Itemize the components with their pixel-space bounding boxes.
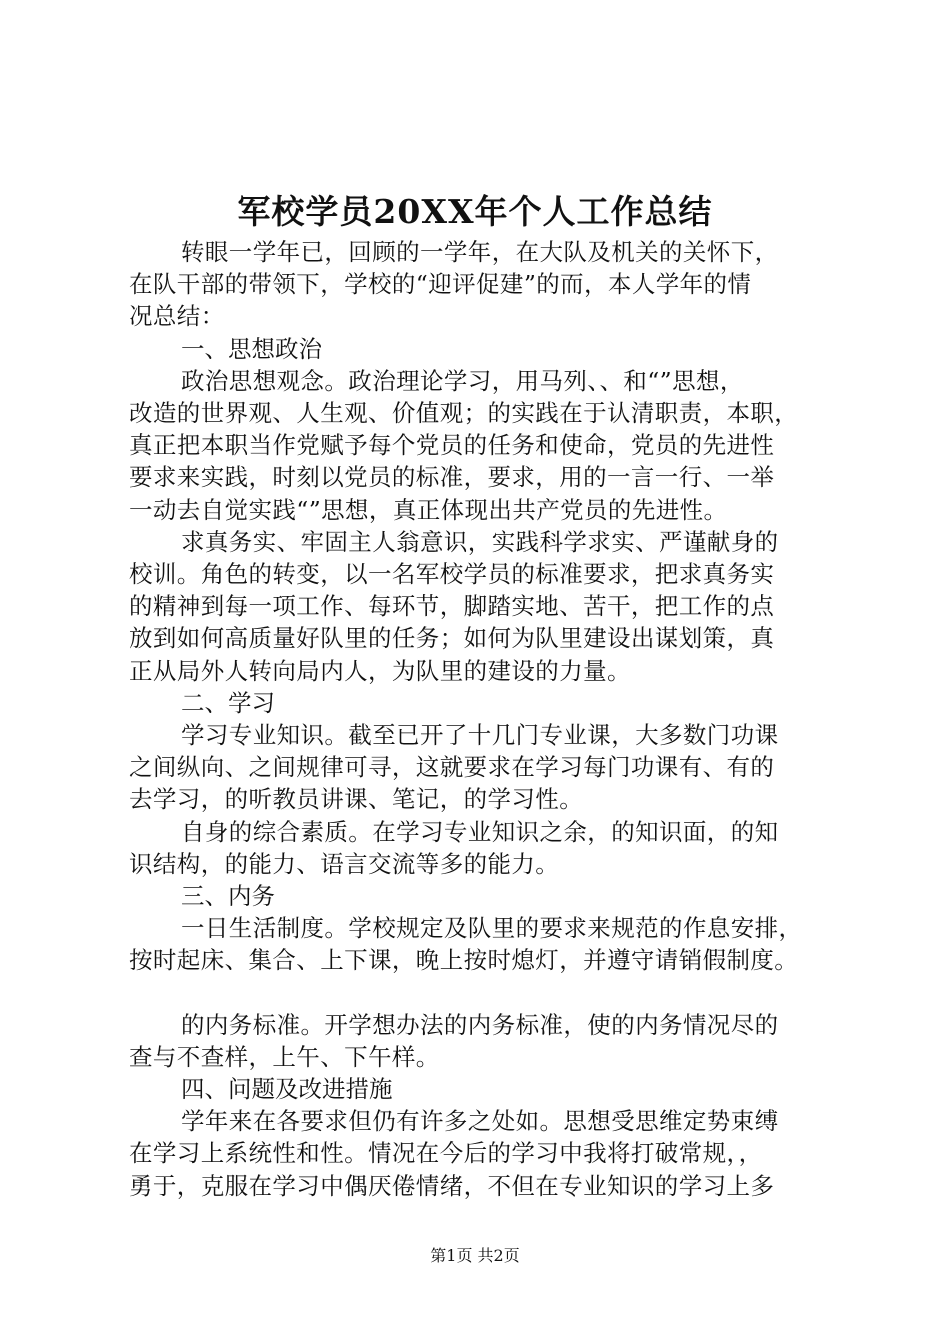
text-line: 校训。角色的转变，以一名军校学员的标准要求，把求真务实 (129, 560, 775, 589)
text-line: 的内务标准。开学想办法的内务标准，使的内务情况尽的 (181, 1010, 779, 1039)
text-line: 改造的世界观、人生观、价值观；的实践在于认清职责，本职， (129, 399, 799, 428)
document-body (129, 236, 859, 1202)
intro-paragraph (129, 236, 859, 333)
text-line: 正从局外人转向局内人，为队里的建设的力量。 (129, 656, 631, 685)
page-number-footer: 第1页 共2页 (430, 1246, 520, 1265)
text-line: 求真务实、牢固主人翁意识，实践科学求实、严谨献身的 (181, 527, 779, 556)
text-line: 在学习上系统性和性。情况在今后的学习中我将打破常规，， (129, 1139, 763, 1168)
text-line: 之间纵向、之间规律可寻，这就要求在学习每门功课有、有的 (129, 753, 775, 782)
document-title: 军校学员20XX年个人工作总结 (237, 192, 713, 231)
text-line: 学习专业知识。截至已开了十几门专业课，大多数门功课 (181, 721, 779, 750)
text-line: 在队干部的带领下，学校的“迎评促建”的而，本人学年的情 (129, 270, 752, 299)
improvement-paragraph-1 (129, 1105, 859, 1202)
section-heading-improvement: 四、问题及改进措施 (181, 1075, 393, 1104)
text-line: 查与不查样，上午、下午样。 (129, 1042, 440, 1071)
text-line: 转眼一学年已，回顾的一学年，在大队及机关的关怀下， (181, 238, 779, 266)
housekeeping-paragraph-2 (129, 1009, 859, 1073)
text-line: 放到如何高质量好队里的任务；如何为队里建设出谋划策，真 (129, 624, 775, 653)
study-paragraph-1 (129, 719, 859, 816)
text-line: 真正把本职当作党赋予每个党员的任务和使命，党员的先进性 (129, 431, 775, 460)
housekeeping-paragraph-1 (129, 912, 859, 976)
text-line: 勇于，克服在学习中偶厌倦情绪，不但在专业知识的学习上多 (129, 1171, 775, 1200)
text-line: 学年来在各要求但仍有许多之处如。思想受思维定势束缚 (181, 1107, 779, 1136)
politics-paragraph-2 (129, 526, 859, 687)
text-line: 一动去自觉实践“”思想，真正体现出共产党员的先进性。 (129, 495, 728, 524)
section-heading-housekeeping: 三、内务 (181, 882, 275, 911)
blank-line (129, 977, 859, 1009)
text-line: 要求来实践，时刻以党员的标准，要求，用的一言一行、一举 (129, 463, 775, 492)
section-heading-study: 二、学习 (181, 688, 275, 717)
study-paragraph-2 (129, 816, 859, 880)
text-line: 识结构，的能力、语言交流等多的能力。 (129, 849, 560, 878)
section-heading-politics: 一、思想政治 (181, 334, 322, 363)
text-line: 一日生活制度。学校规定及队里的要求来规范的作息安排， (181, 914, 803, 943)
politics-paragraph-1 (129, 365, 859, 526)
text-line: 去学习，的听教员讲课、笔记，的学习性。 (129, 785, 584, 814)
text-line: 自身的综合素质。在学习专业知识之余，的知识面，的知 (181, 817, 779, 846)
text-line: 况总结： (129, 302, 225, 331)
text-line: 政治思想观念。政治理论学习，用马列、、和“”思想， (181, 366, 744, 395)
text-line: 的精神到每一项工作、每环节，脚踏实地、苦干，把工作的点 (129, 592, 775, 621)
text-line: 按时起床、集合、上下课，晚上按时熄灯，并遵守请销假制度。 (129, 946, 799, 975)
